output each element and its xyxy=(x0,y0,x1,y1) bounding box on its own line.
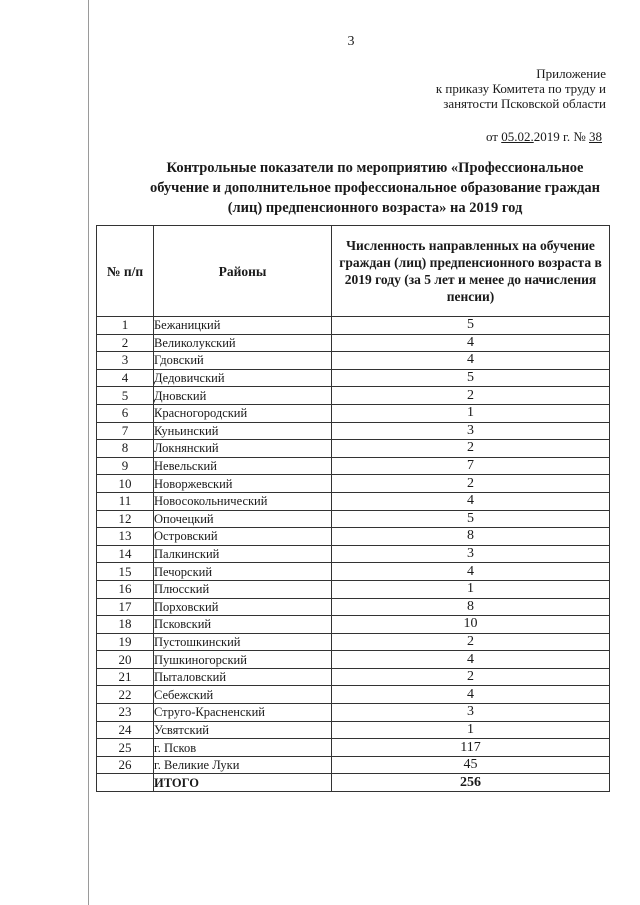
row-value: 5 xyxy=(332,510,610,528)
row-number: 24 xyxy=(97,721,154,739)
header-num: № п/п xyxy=(97,226,154,317)
table-total-row xyxy=(97,774,610,792)
row-district: Красногородский xyxy=(154,404,332,422)
row-district: Псковский xyxy=(154,616,332,634)
row-district: Себежский xyxy=(154,686,332,704)
row-number: 25 xyxy=(97,739,154,757)
order-reference xyxy=(486,129,602,145)
table-row xyxy=(97,651,610,669)
row-district: Палкинский xyxy=(154,545,332,563)
row-value: 4 xyxy=(332,492,610,510)
total-empty-cell xyxy=(97,774,154,792)
row-value: 8 xyxy=(332,528,610,546)
row-value: 8 xyxy=(332,598,610,616)
row-value: 5 xyxy=(332,317,610,335)
row-number: 17 xyxy=(97,598,154,616)
row-number: 26 xyxy=(97,756,154,774)
page-number: 3 xyxy=(347,34,355,49)
row-value: 4 xyxy=(332,651,610,669)
row-value: 4 xyxy=(332,334,610,352)
row-district: Дедовичский xyxy=(154,369,332,387)
row-number: 8 xyxy=(97,440,154,458)
row-value: 2 xyxy=(332,387,610,405)
row-district: Островский xyxy=(154,528,332,546)
row-value: 2 xyxy=(332,440,610,458)
row-district: Печорский xyxy=(154,563,332,581)
table-row xyxy=(97,616,610,634)
table-row xyxy=(97,598,610,616)
row-number: 23 xyxy=(97,704,154,722)
table-row xyxy=(97,739,610,757)
annex-line-2: к приказу Комитета по труду и xyxy=(435,81,606,96)
annex-block xyxy=(436,66,606,111)
row-value: 117 xyxy=(332,739,610,757)
row-number: 13 xyxy=(97,528,154,546)
row-district: Порховский xyxy=(154,598,332,616)
table-row xyxy=(97,440,610,458)
row-district: Пушкиногорский xyxy=(154,651,332,669)
table-row xyxy=(97,387,610,405)
row-value: 45 xyxy=(332,756,610,774)
row-value: 5 xyxy=(332,369,610,387)
row-district: Бежаницкий xyxy=(154,317,332,335)
row-number: 3 xyxy=(97,352,154,370)
table-row xyxy=(97,404,610,422)
row-district: Струго-Красненский xyxy=(154,704,332,722)
row-value: 1 xyxy=(332,580,610,598)
order-prefix: от xyxy=(485,129,502,144)
row-number: 14 xyxy=(97,545,154,563)
row-district: Невельский xyxy=(154,457,332,475)
table-row xyxy=(97,510,610,528)
row-number: 21 xyxy=(97,668,154,686)
table-row xyxy=(97,545,610,563)
table-row xyxy=(97,563,610,581)
row-value: 3 xyxy=(332,704,610,722)
row-number: 12 xyxy=(97,510,154,528)
table-row xyxy=(97,756,610,774)
row-value: 2 xyxy=(332,633,610,651)
table-row xyxy=(97,580,610,598)
row-district: Новосокольнический xyxy=(154,492,332,510)
row-number: 10 xyxy=(97,475,154,493)
row-district: Пыталовский xyxy=(154,668,332,686)
table-row xyxy=(97,457,610,475)
annex-line-1: Приложение xyxy=(536,66,606,81)
table-row xyxy=(97,686,610,704)
row-number: 5 xyxy=(97,387,154,405)
table-row xyxy=(97,317,610,335)
row-number: 22 xyxy=(97,686,154,704)
annex-line-3: занятости Псковской области xyxy=(443,96,606,111)
table-header-row xyxy=(97,226,610,317)
row-district: Усвятский xyxy=(154,721,332,739)
table-row xyxy=(97,369,610,387)
row-value: 10 xyxy=(332,616,610,634)
table-row xyxy=(97,475,610,493)
row-number: 11 xyxy=(97,492,154,510)
row-value: 2 xyxy=(332,668,610,686)
row-number: 15 xyxy=(97,563,154,581)
row-number: 20 xyxy=(97,651,154,669)
row-value: 4 xyxy=(332,563,610,581)
total-label: ИТОГО xyxy=(154,774,332,792)
row-value: 7 xyxy=(332,457,610,475)
row-value: 1 xyxy=(332,404,610,422)
row-district: Новоржевский xyxy=(154,475,332,493)
row-value: 1 xyxy=(332,721,610,739)
row-number: 6 xyxy=(97,404,154,422)
table-row xyxy=(97,334,610,352)
row-value: 3 xyxy=(332,545,610,563)
row-value: 2 xyxy=(332,475,610,493)
row-number: 4 xyxy=(97,369,154,387)
table-row xyxy=(97,633,610,651)
page-edge-line xyxy=(88,0,89,905)
document-title: Контрольные показатели по мероприятию «Профессиональное обучение и дополнительное профессиональное образование граждан (лиц) предпенсионного возраста» на 2019 год xyxy=(149,160,601,216)
order-date: 05.02. xyxy=(501,129,534,144)
row-number: 19 xyxy=(97,633,154,651)
row-district: Опочецкий xyxy=(154,510,332,528)
header-count: Численность направленных на обучение граждан (лиц) предпенсионного возраста в 2019 году (за 5 лет и менее до начисления пенсии) xyxy=(332,226,610,317)
table-row xyxy=(97,721,610,739)
row-number: 1 xyxy=(97,317,154,335)
table-row xyxy=(97,352,610,370)
row-district: Гдовский xyxy=(154,352,332,370)
row-number: 16 xyxy=(97,580,154,598)
row-number: 7 xyxy=(97,422,154,440)
table-row xyxy=(97,528,610,546)
table-row xyxy=(97,668,610,686)
header-district: Районы xyxy=(154,226,332,317)
row-district: Локнянский xyxy=(154,440,332,458)
table-row xyxy=(97,492,610,510)
order-number: 38 xyxy=(589,129,602,144)
indicators-table xyxy=(96,225,610,792)
row-number: 9 xyxy=(97,457,154,475)
row-district: Великолукский xyxy=(154,334,332,352)
row-value: 4 xyxy=(332,352,610,370)
row-district: Дновский xyxy=(154,387,332,405)
row-district: Пустошкинский xyxy=(154,633,332,651)
table-body xyxy=(97,317,610,792)
total-value: 256 xyxy=(332,774,610,792)
row-number: 2 xyxy=(97,334,154,352)
table-row xyxy=(97,704,610,722)
row-district: г. Псков xyxy=(154,739,332,757)
order-year: 2019 г. № xyxy=(533,129,589,144)
row-district: Куньинский xyxy=(154,422,332,440)
row-district: г. Великие Луки xyxy=(154,756,332,774)
row-district: Плюсский xyxy=(154,580,332,598)
table-row xyxy=(97,422,610,440)
row-value: 3 xyxy=(332,422,610,440)
row-number: 18 xyxy=(97,616,154,634)
row-value: 4 xyxy=(332,686,610,704)
